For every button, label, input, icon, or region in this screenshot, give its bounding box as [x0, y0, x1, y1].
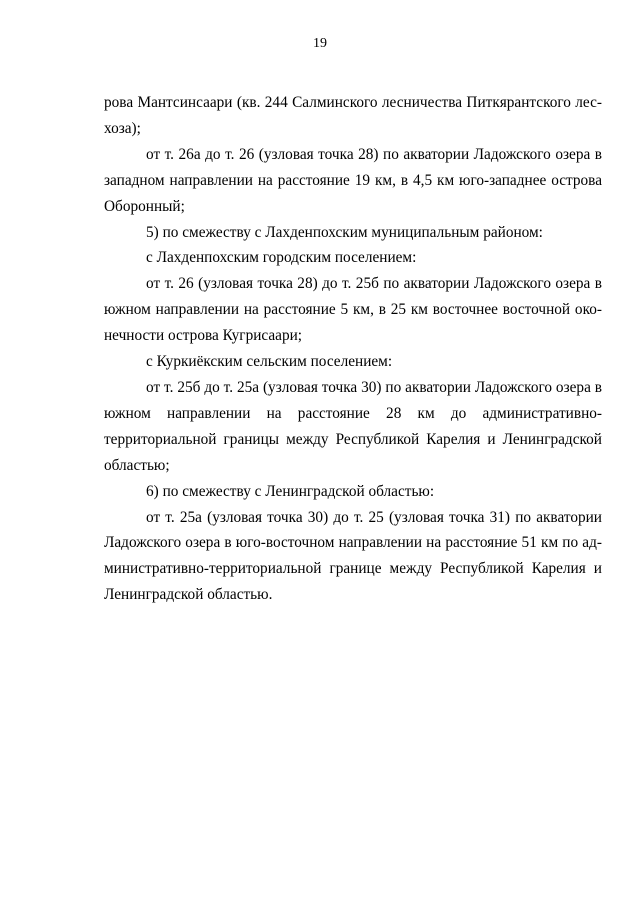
paragraph: 6) по смежеству с Ленинградской областью:: [146, 482, 435, 500]
document-body: [104, 90, 602, 608]
paragraph: с Лахденпохским городским поселением:: [146, 249, 417, 267]
paragraph: от т. 26а до т. 26 (узловая точка 28) по акватории Ладожского озера в западном направлении на расстояние 19 км, в 4,5 км юго-западнее острова Оборонный;: [104, 145, 602, 215]
paragraph: рова Мантсинсаари (кв. 244 Салминского лесничества Питкярантского лесхоза);: [104, 94, 602, 137]
paragraph: 5) по смежеству с Лахденпохским муниципальным районом:: [146, 223, 543, 241]
paragraph: от т. 25а (узловая точка 30) до т. 25 (узловая точка 31) по акватории Ладожского озера в юго-восточном направлении на расстояние 51 км по административно-территориальной границе между Республикой Карелия и Ленинградской областью.: [104, 508, 602, 604]
page-number: 19: [313, 36, 327, 51]
paragraph: с Куркиёкским сельским поселением:: [146, 353, 393, 371]
paragraph: от т. 26 (узловая точка 28) до т. 25б по акватории Ладожского озера в южном направлении на расстояние 5 км, в 25 км восточнее восточной оконечности острова Кугрисаари;: [104, 275, 602, 345]
paragraph: от т. 25б до т. 25а (узловая точка 30) по акватории Ладожского озера в южном направлении на расстояние 28 км до административно-территориальной границы между Республикой Карелия и Ленинградской областью;: [104, 378, 602, 474]
